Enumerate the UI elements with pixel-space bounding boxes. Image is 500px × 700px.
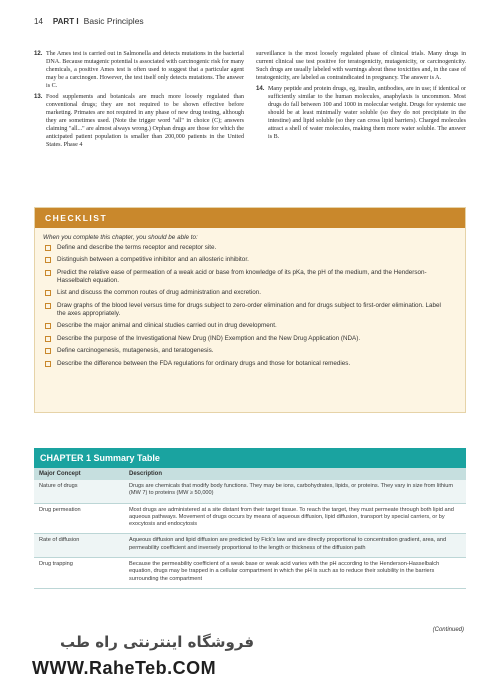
watermark-url[interactable]: WWW.RaheTeb.COM (32, 658, 217, 678)
checklist-item (45, 360, 445, 368)
checklist-item-text: Define carcinogenesis, mutagenesis, and teratogenesis. (57, 347, 214, 355)
answers-left-column (34, 50, 244, 202)
description-cell: Most drugs are administered at a site distant from their target tissue. To reach the target, they must permeate through both lipid and aqueous pathways. Movement of drugs occurs by means of aqueous diffusion, lipid diffusion, transport by special carriers, or by exocytosis and endocytosis (124, 503, 466, 534)
table-row (34, 503, 466, 534)
checkbox-icon[interactable] (45, 245, 51, 251)
checklist-item-text: Describe the difference between the FDA regulations for ordinary drugs and those for botanical remedies. (57, 359, 351, 367)
checklist-item (45, 322, 445, 330)
part-label: PART I (52, 17, 79, 26)
table-header-row (34, 468, 466, 480)
checkbox-icon[interactable] (45, 270, 51, 276)
checklist-item (45, 244, 445, 252)
question-number: 13. (34, 93, 43, 100)
concept-cell: Drug permeation (34, 503, 124, 534)
question-number: 14. (256, 85, 265, 92)
answer-text: Food supplements and botanicals are much more loosely regulated than conventional drugs; they are not required to be shown effective before marketing. Primates are not required in any phase of new drug testing, although they are sometimes used. (Note the trigger word "all" in choice (C); answers claiming "all..." are almost always wrong.) Orphan drugs are those for which the anticipated patient population is smaller than 200,000 patients in the United States. Phase 4 (46, 94, 244, 148)
checklist-item-text: Describe the purpose of the Investigational New Drug (IND) Exemption and the New Drug Application (NDA). (57, 334, 361, 342)
checklist-item-text: Define and describe the terms receptor and receptor site. (57, 244, 217, 251)
part-heading (53, 16, 144, 26)
checklist-box (34, 207, 466, 413)
checklist-items (35, 244, 465, 368)
checklist-title: CHECKLIST (35, 208, 465, 228)
checkbox-icon[interactable] (45, 361, 51, 367)
description-cell: Aqueous diffusion and lipid diffusion are predicted by Fick's law and are directly proportional to concentration gradient, area, and permeability coefficient and inversely proportional to the length or thickness of the diffusion path (124, 534, 466, 558)
checklist-item-text: Distinguish between a competitive inhibitor and an allosteric inhibitor. (57, 256, 249, 264)
table-row (34, 480, 466, 503)
summary-table-section (34, 448, 466, 589)
answer-text: Many peptide and protein drugs, eg, insulin, antibodies, are in use; if identical or sufficiently similar to the human molecules, anaphylaxis is uncommon. Most drugs do fall between 100 and 1000 in molecular weight. Drugs for systemic use should be at least minimally water soluble (so they do not precipitate in the intestine) and lipid soluble (so they can cross lipid barriers). Charged molecules attract a shell of water molecules, making them more water soluble. The answer is B. (268, 86, 466, 140)
checklist-item (45, 335, 445, 343)
watermark-persian: فروشگاه اینترنتی راه طب (60, 633, 255, 651)
answer-13 (34, 93, 244, 149)
answer-text: The Ames test is carried out in Salmonella and detects mutations in the bacterial DNA. Because mutagenic potential is associated with carcinogenic risk for many chemicals, a positive Ames test is often used to suggest that a particular agent may be a carcinogen. However, the test itself only detects mutations. The answer is C. (46, 51, 244, 89)
concept-cell: Rate of diffusion (34, 534, 124, 558)
checklist-item (45, 347, 445, 355)
answer-14 (256, 85, 466, 141)
part-title: Basic Principles (83, 16, 144, 26)
answer-explanations (34, 50, 466, 202)
table-row (34, 534, 466, 558)
checklist-item (45, 256, 445, 264)
table-row (34, 558, 466, 589)
checkbox-icon[interactable] (45, 348, 51, 354)
column-header-description: Description (124, 468, 466, 480)
column-header-concept: Major Concept (34, 468, 124, 480)
checkbox-icon[interactable] (45, 336, 51, 342)
checklist-item (45, 302, 445, 318)
checkbox-icon[interactable] (45, 303, 51, 309)
summary-table (34, 468, 466, 589)
checkbox-icon[interactable] (45, 290, 51, 296)
concept-cell: Drug trapping (34, 558, 124, 589)
checklist-item-text: Predict the relative ease of permeation of a weak acid or base from knowledge of its pKa, the pH of the medium, and the Henderson-Hasselbalch equation. (57, 268, 427, 284)
checkbox-icon[interactable] (45, 323, 51, 329)
description-cell: Drugs are chemicals that modify body functions. They may be ions, carbohydrates, lipids, or proteins. They vary in size from lithium (MW 7) to proteins (MW ≥ 50,000) (124, 480, 466, 503)
description-cell: Because the permeability coefficient of a weak base or weak acid varies with the pH according to the Henderson-Hasselbalch equation, drugs may be trapped in a cellular compartment in which the pH is such as to reduce their solubility in the barriers surrounding the compartment (124, 558, 466, 589)
checkbox-icon[interactable] (45, 257, 51, 263)
checklist-item-text: Draw graphs of the blood level versus time for drugs subject to zero-order elimination and for drugs subject to first-order elimination. Label the axes appropriately. (57, 301, 441, 317)
page-number: 14 (34, 16, 43, 26)
question-number: 12. (34, 50, 43, 57)
checklist-item (45, 289, 445, 297)
concept-cell: Nature of drugs (34, 480, 124, 503)
running-header (34, 14, 466, 28)
continued-note: (Continued) (432, 627, 464, 633)
answer-12 (34, 50, 244, 90)
answers-right-column (256, 50, 466, 202)
checklist-intro: When you complete this chapter, you should be able to: (43, 234, 198, 241)
checklist-item (45, 269, 445, 285)
checklist-item-text: List and discuss the common routes of drug administration and excretion. (57, 289, 262, 297)
answer-13-continued: surveillance is the most loosely regulated phase of clinical trials. Many drugs in current clinical use test positive for teratogenicity, mutagenicity, or carcinogenicity. Such drugs are usually labeled with warnings about these toxicities and, in the case of teratogenicity, are labeled as contraindicated in pregnancy. The answer is A. (256, 51, 466, 81)
summary-table-title: CHAPTER 1 Summary Table (34, 448, 466, 468)
checklist-item-text: Describe the major animal and clinical studies carried out in drug development. (57, 322, 277, 330)
